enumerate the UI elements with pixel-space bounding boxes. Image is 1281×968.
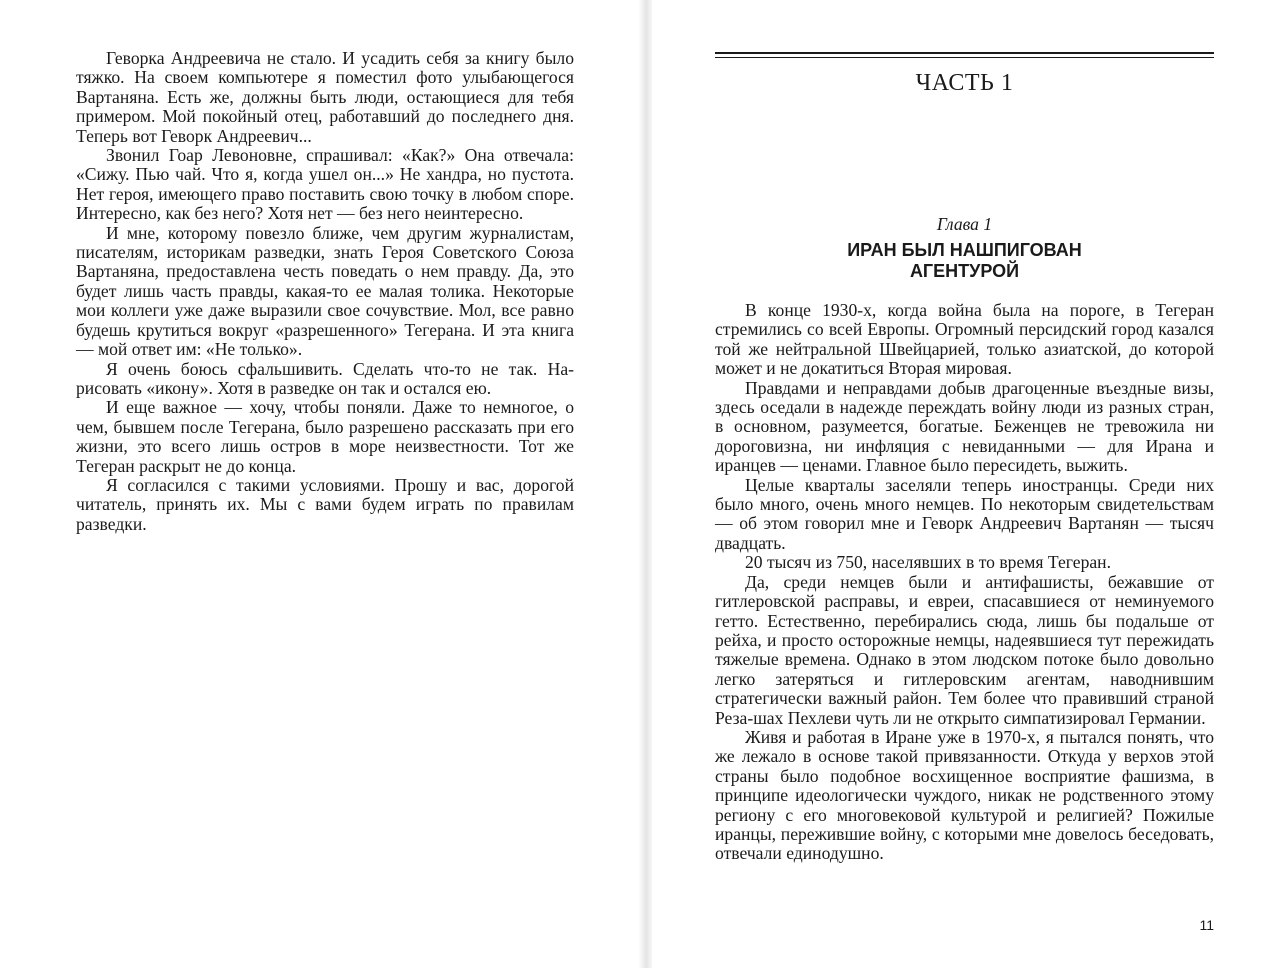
- page-number: 11: [1199, 917, 1214, 933]
- right-page-body: [715, 301, 1214, 864]
- right-paragraph-5: Да, среди немцев были и антифашисты, бежавшие от гитлеровской расправы, и евреи, спасавшиеся от неминуемого гетто. Естественно, перебирались сюда, лишь бы подальше от рейха, и просто осторожные немцы, надеявшиеся тут пережидать тяжелые времена. Однако в этом людском потоке было довольно легко затеряться и гитлеровским агентам, наводнившим стратегически важный район. Тем более что правивший страной Реза-шах Пехлеви чуть ли не открыто симпатизировал Германии.: [715, 571, 1214, 728]
- right-paragraph-3: Целые кварталы заселяли теперь иностранцы. Среди них было много, очень много немцев. По некоторым свидетельствам — об этом говорил мне и Геворк Андреевич Вартанян — тысяч двадцать.: [715, 474, 1214, 553]
- chapter-label: Глава 1: [936, 214, 993, 234]
- left-page-body: [76, 49, 574, 534]
- right-paragraph-2: Правдами и неправдами добыв драгоценные въездные визы, здесь оседали в надежде переждать войну люди из разных стран, в основном, разумеется, богатые. Беженцев не тревожила ни дороговизна, ни инфляция с невиданными — для Ирана и иранцев — ценами. Главное было пересидеть, выжить.: [715, 377, 1214, 476]
- left-paragraph-3: И мне, которому повезло ближе, чем другим журналистам, писателям, историкам разведки, знать Героя Советского Союза Вартаняна, предоставлена честь поведать о нем правду. Да, это будет лишь часть правды, какая-то ее малая толика. Некоторые мои коллеги уже даже выразили свое сочувствие. Мол, все равно будешь крутиться вокруг «разрешенного» Тегерана. И эта книга — мой ответ им: «Не только».: [76, 222, 574, 360]
- right-paragraph-6: Живя и работая в Иране уже в 1970-х, я пытался понять, что же лежало в основе такой привязанности. Откуда у верхов этой страны было подобное восхищенное восприятие фашизма, в принципе идеологически чуждого, никак не родственного этому региону с его многовековой культурой и религией? Пожилые иранцы, пережившие войну, с которыми мне довелось беседовать, отвечали единодушно.: [715, 726, 1214, 864]
- right-paragraph-4: 20 тысяч из 750, населявших в то время Тегеран.: [745, 552, 1111, 573]
- right-page: [652, 0, 1281, 968]
- chapter-title: [715, 240, 1214, 282]
- left-paragraph-4: Я очень боюсь сфальшивить. Сделать что-то не так. Нарисовать «икону». Хотя в разведке он так и остался ею.: [76, 358, 574, 398]
- book-gutter: [638, 0, 652, 968]
- left-paragraph-5: И еще важное — хочу, чтобы поняли. Даже то немногое, о чем, бывшем после Тегерана, было разрешено рассказать при его жизни, это всего лишь остров в море неизвестности. Тот же Тегеран раскрыт не до конца.: [76, 397, 574, 476]
- right-paragraph-1: В конце 1930-х, когда война была на пороге, в Тегеран стремились со всей Европы. Огромный персидский город казался той же нейтральной Швейцарией, только азиатской, до которой может и не докатиться Вторая мировая.: [715, 300, 1214, 379]
- left-paragraph-2: Звонил Гоар Левоновне, спрашивал: «Как?» Она отвечала: «Сижу. Пью чай. Что я, когда ушел он...» Не хандра, но пустота. Нет героя, имеющего право поставить свою точку в любом споре. Интересно, как без него? Хотя нет — без него неинтересно.: [76, 145, 574, 224]
- header-rule-thin: [715, 57, 1214, 58]
- chapter-title-line-2: АГЕНТУРОЙ: [909, 261, 1020, 281]
- chapter-title-line-1: ИРАН БЫЛ НАШПИГОВАН: [847, 240, 1082, 260]
- header-rule-thick: [715, 52, 1214, 54]
- left-page: [0, 0, 638, 968]
- left-paragraph-1: Геворка Андреевича не стало. И усадить себя за книгу было тяжко. На своем компьютере я поместил фото улыбающегося Вартаняна. Есть же, должны быть люди, остающиеся для тебя примером. Мой покойный отец, работавший до последнего дня. Теперь вот Геворк Андреевич...: [76, 48, 574, 146]
- part-title: ЧАСТЬ 1: [915, 70, 1014, 96]
- left-paragraph-6: Я согласился с такими условиями. Прошу и вас, дорогой читатель, принять их. Мы с вами будем играть по правилам разведки.: [76, 474, 574, 534]
